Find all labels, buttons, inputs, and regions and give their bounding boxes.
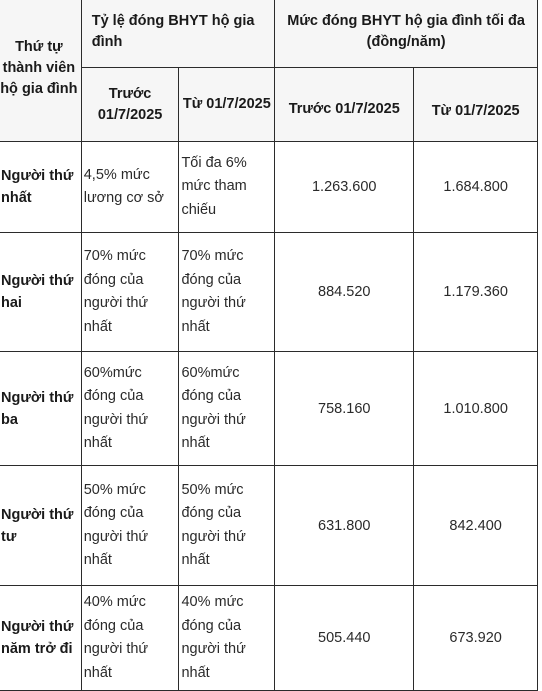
max-before-cell: 505.440 <box>275 586 414 691</box>
header-rate-group: Tỷ lệ đóng BHYT hộ gia đình <box>81 0 274 68</box>
max-from-cell: 1.684.800 <box>414 142 538 233</box>
table-row <box>0 142 538 233</box>
header-max-group: Mức đóng BHYT hộ gia đình tối đa (đồng/năm) <box>275 0 538 68</box>
rate-before-cell: 40% mức đóng của người thứ nhất <box>81 586 179 691</box>
member-cell: Người thứ nhất <box>0 142 81 233</box>
rate-before-cell: 4,5% mức lương cơ sở <box>81 142 179 233</box>
member-cell: Người thứ năm trở đi <box>0 586 81 691</box>
table-row <box>0 352 538 466</box>
member-cell: Người thứ tư <box>0 466 81 586</box>
max-before-cell: 631.800 <box>275 466 414 586</box>
header-rate-from: Từ 01/7/2025 <box>179 68 275 142</box>
max-from-cell: 1.010.800 <box>414 352 538 466</box>
max-from-cell: 1.179.360 <box>414 233 538 352</box>
header-max-before: Trước 01/7/2025 <box>275 68 414 142</box>
max-before-cell: 758.160 <box>275 352 414 466</box>
header-order: Thứ tự thành viên hộ gia đình <box>0 0 81 142</box>
max-from-cell: 673.920 <box>414 586 538 691</box>
max-before-cell: 1.263.600 <box>275 142 414 233</box>
table-row <box>0 586 538 691</box>
rate-from-cell: Tối đa 6% mức tham chiếu <box>179 142 275 233</box>
rate-from-cell: 60%mức đóng của người thứ nhất <box>179 352 275 466</box>
member-cell: Người thứ hai <box>0 233 81 352</box>
rate-from-cell: 40% mức đóng của người thứ nhất <box>179 586 275 691</box>
rate-from-cell: 50% mức đóng của người thứ nhất <box>179 466 275 586</box>
rate-from-cell: 70% mức đóng của người thứ nhất <box>179 233 275 352</box>
rate-before-cell: 50% mức đóng của người thứ nhất <box>81 466 179 586</box>
member-cell: Người thứ ba <box>0 352 81 466</box>
header-rate-before: Trước 01/7/2025 <box>81 68 179 142</box>
rate-before-cell: 70% mức đóng của người thứ nhất <box>81 233 179 352</box>
rate-before-cell: 60%mức đóng của người thứ nhất <box>81 352 179 466</box>
header-max-from: Từ 01/7/2025 <box>414 68 538 142</box>
max-from-cell: 842.400 <box>414 466 538 586</box>
max-before-cell: 884.520 <box>275 233 414 352</box>
table-row <box>0 466 538 586</box>
table-row <box>0 233 538 352</box>
